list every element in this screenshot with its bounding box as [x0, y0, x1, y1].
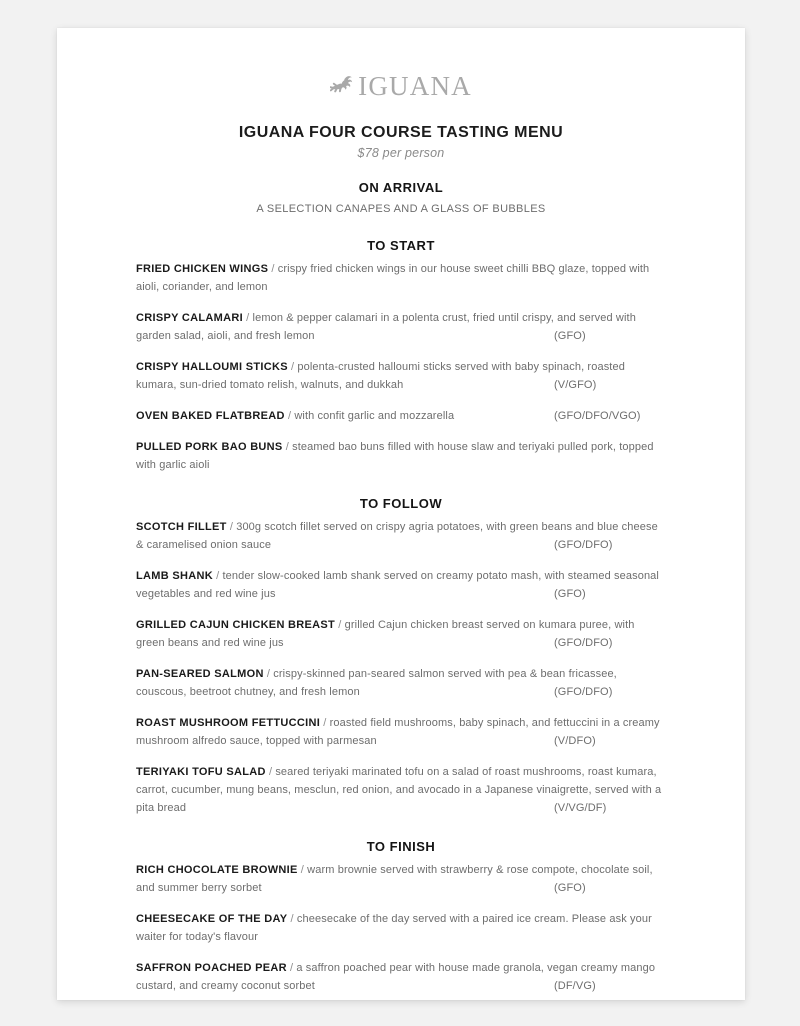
menu-item-name: FRIED CHICKEN WINGS: [136, 263, 269, 276]
menu-item-separator: /: [286, 962, 297, 975]
dietary-tag: (DF/VG): [554, 980, 596, 993]
menu-content: [136, 28, 666, 995]
course-sections: [136, 238, 666, 995]
dietary-tag: (V/DFO): [554, 735, 596, 748]
menu-item-separator: /: [226, 521, 237, 534]
menu-item-description: a saffron poached pear with house made granola, vegan creamy mango custard, and creamy coconut sorbet: [136, 962, 656, 993]
menu-item: [136, 714, 666, 750]
menu-item: [136, 518, 666, 554]
menu-item-name: ROAST MUSHROOM FETTUCCINI: [136, 717, 321, 730]
dietary-tag: (GFO/DFO): [554, 637, 613, 650]
menu-item-text: [136, 438, 666, 474]
menu-item-name: PULLED PORK BAO BUNS: [136, 441, 283, 454]
menu-item-name: GRILLED CAJUN CHICKEN BREAST: [136, 619, 336, 632]
menu-item-name: CHEESECAKE OF THE DAY: [136, 913, 288, 926]
on-arrival-text: A SELECTION CANAPES AND A GLASS OF BUBBLES: [256, 203, 546, 216]
menu-item-description: roasted field mushrooms, baby spinach, and fettuccini in a creamy mushroom alfredo sauce, topped with parmesan: [136, 717, 660, 748]
menu-item: [136, 910, 666, 946]
menu-item: [136, 861, 666, 897]
menu-item: [136, 309, 666, 345]
menu-item: [136, 665, 666, 701]
menu-item-description: with confit garlic and mozzarella: [294, 410, 455, 423]
menu-item-name: PAN-SEARED SALMON: [136, 668, 264, 681]
menu-item-description: steamed bao buns filled with house slaw and teriyaki pulled pork, topped with garlic aioli: [136, 441, 654, 472]
menu-item-separator: /: [268, 263, 278, 276]
menu-item-name: TERIYAKI TOFU SALAD: [136, 766, 266, 779]
menu-item-separator: /: [287, 913, 297, 926]
menu-item: [136, 567, 666, 603]
on-arrival-heading: ON ARRIVAL: [358, 180, 444, 196]
menu-item-text: [136, 567, 666, 603]
dietary-tag: (GFO/DFO/VGO): [554, 410, 641, 423]
section-heading: TO FOLLOW: [359, 496, 443, 512]
menu-item-separator: /: [320, 717, 330, 730]
menu-item-description: warm brownie served with strawberry & rose compote, chocolate soil, and summer berry sorbet: [136, 864, 653, 895]
dietary-tag: (GFO): [554, 330, 586, 343]
dietary-tag: (GFO/DFO): [554, 686, 613, 699]
menu-item-separator: /: [284, 410, 295, 423]
menu-item-name: CRISPY CALAMARI: [136, 312, 243, 325]
menu-price: $78 per person: [357, 146, 445, 161]
menu-item: [136, 763, 666, 817]
section-to-finish: [136, 839, 666, 995]
section-to-start: [136, 238, 666, 474]
menu-item-separator: /: [297, 864, 308, 877]
menu-item-description: grilled Cajun chicken breast served on kumara puree, with green beans and red wine jus: [136, 619, 635, 650]
menu-item-separator: /: [265, 766, 276, 779]
menu-item-separator: /: [263, 668, 274, 681]
menu-item: [136, 438, 666, 474]
menu-item-description: 300g scotch fillet served on crispy agria potatoes, with green beans and blue cheese & caramelised onion sauce: [136, 521, 658, 552]
menu-item-separator: /: [212, 570, 223, 583]
menu-item-description: cheesecake of the day served with a paired ice cream. Please ask your waiter for today's flavour: [136, 913, 652, 944]
menu-item-separator: /: [242, 312, 253, 325]
menu-item-name: CRISPY HALLOUMI STICKS: [136, 361, 288, 374]
menu-item-separator: /: [335, 619, 345, 632]
dietary-tag: (GFO/DFO): [554, 539, 613, 552]
menu-item-text: [136, 309, 666, 345]
menu-item-description: crispy fried chicken wings in our house sweet chilli BBQ glaze, topped with aioli, coriander, and lemon: [136, 263, 650, 294]
menu-title: IGUANA FOUR COURSE TASTING MENU: [238, 124, 564, 141]
menu-item-description: polenta-crusted halloumi sticks served with baby spinach, roasted kumara, sun-dried tomato relish, walnuts, and dukkah: [136, 361, 625, 392]
menu-item: [136, 260, 666, 296]
dietary-tag: (V/VG/DF): [554, 802, 607, 815]
menu-item-name: LAMB SHANK: [136, 570, 213, 583]
menu-item-description: seared teriyaki marinated tofu on a salad of roast mushrooms, roast kumara, carrot, cucumber, mung beans, mesclun, red onion, and avocado in a Japanese vinaigrette, served with a pita bread: [136, 766, 662, 815]
menu-page-sheet: [57, 28, 745, 1000]
menu-item: [136, 959, 666, 995]
menu-item-description: crispy-skinned pan-seared salmon served with pea & bean fricassee, couscous, beetroot chutney, and fresh lemon: [136, 668, 617, 699]
section-heading: TO FINISH: [366, 839, 436, 855]
iguana-lizard-icon: [330, 74, 356, 98]
menu-item-text: [136, 260, 666, 296]
section-to-follow: [136, 496, 666, 817]
on-arrival-section: [136, 180, 666, 216]
menu-item-name: SCOTCH FILLET: [136, 521, 227, 534]
menu-item-name: RICH CHOCOLATE BROWNIE: [136, 864, 298, 877]
menu-item-separator: /: [282, 441, 293, 454]
menu-item-name: OVEN BAKED FLATBREAD: [136, 410, 285, 423]
menu-item-description: tender slow-cooked lamb shank served on creamy potato mash, with steamed seasonal vegetables and red wine jus: [136, 570, 659, 601]
menu-item: [136, 616, 666, 652]
dietary-tag: (GFO): [554, 882, 586, 895]
menu-item: [136, 407, 666, 425]
menu-item-description: lemon & pepper calamari in a polenta crust, fried until crispy, and served with garden salad, aioli, and fresh lemon: [136, 312, 636, 343]
dietary-tag: (GFO): [554, 588, 586, 601]
section-heading: TO START: [367, 238, 435, 254]
menu-item-text: [136, 861, 666, 897]
menu-item: [136, 358, 666, 394]
brand-logo: [136, 71, 666, 101]
brand-name: IGUANA: [358, 70, 472, 101]
dietary-tag: (V/GFO): [554, 379, 597, 392]
menu-item-name: SAFFRON POACHED PEAR: [136, 962, 287, 975]
menu-item-separator: /: [287, 361, 298, 374]
menu-item-text: [136, 910, 666, 946]
